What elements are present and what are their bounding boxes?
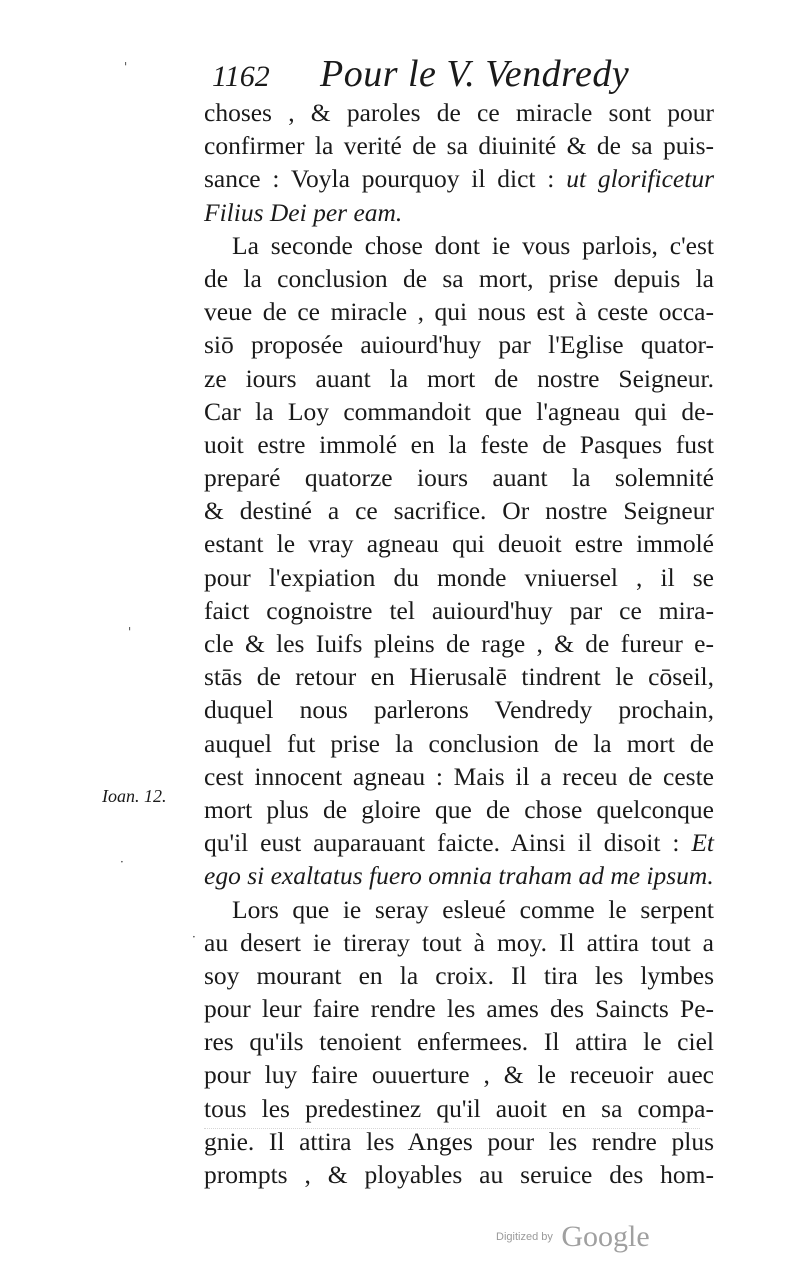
text-line: gnie. Il attira les Anges pour les rendre plus bbox=[204, 1126, 714, 1156]
ink-speck: · bbox=[120, 855, 124, 869]
body-text bbox=[204, 96, 714, 1191]
ink-speck: ' bbox=[128, 625, 132, 639]
text-line: mort plus de gloire que de chose quelconque bbox=[204, 794, 714, 824]
watermark-prefix: Digitized by bbox=[496, 1231, 553, 1243]
text-line: tous les predestinez qu'il auoit en sa compa- bbox=[204, 1093, 714, 1123]
text-line: faict cognoistre tel auiourd'huy par ce mira- bbox=[204, 595, 714, 625]
google-watermark bbox=[496, 1220, 650, 1254]
text-line: Car la Loy commandoit que l'agneau qui de- bbox=[204, 396, 714, 426]
text-line: La seconde chose dont ie vous parlois, c'est bbox=[232, 230, 714, 260]
running-title: Pour le V. Vendredy bbox=[320, 53, 630, 95]
margin-note: Ioan. 12. bbox=[102, 786, 167, 806]
text-line: choses , & paroles de ce miracle sont pour bbox=[204, 98, 714, 127]
text-line: pour l'expiation du monde vniuersel , il se bbox=[204, 562, 714, 592]
text-line: qu'il eust auparauant faicte. Ainsi il disoit : Et bbox=[204, 828, 714, 858]
text-line: ze iours auant la mort de nostre Seigneur. bbox=[204, 363, 714, 393]
google-logo: Google bbox=[561, 1220, 650, 1253]
text-line: pour luy faire ouuerture , & le receuoir auec bbox=[204, 1060, 714, 1090]
text-line: ego si exaltatus fuero omnia traham ad me ipsum. bbox=[204, 861, 714, 891]
text-line: confirmer la verité de sa diuinité & de sa puis- bbox=[204, 131, 714, 161]
text-line: cest innocent agneau : Mais il a receu de ceste bbox=[204, 761, 714, 791]
text-line: Lors que ie seray esleué comme le serpent bbox=[232, 894, 714, 924]
text-line: & destiné a ce sacrifice. Or nostre Seigneur bbox=[204, 496, 714, 526]
text-line: estant le vray agneau qui deuoit estre immolé bbox=[204, 529, 714, 559]
text-line: de la conclusion de sa mort, prise depuis la bbox=[204, 263, 714, 293]
text-line: res qu'ils tenoient enfermees. Il attira le ciel bbox=[204, 1027, 714, 1057]
text-line: soy mourant en la croix. Il tira les lymbes bbox=[204, 960, 714, 990]
text-line: cle & les Iuifs pleins de rage , & de fureur e- bbox=[204, 629, 714, 658]
text-line: sance : Voyla pourquoy il dict : ut glorificetur bbox=[204, 164, 714, 194]
page-number: 1162 bbox=[212, 60, 270, 93]
show-through-line bbox=[204, 1128, 700, 1137]
ink-speck: ' bbox=[124, 60, 128, 74]
ink-speck: · bbox=[192, 930, 196, 944]
text-line: siō proposée auiourd'huy par l'Eglise quator- bbox=[204, 330, 714, 360]
text-line: uoit estre immolé en la feste de Pasques fust bbox=[204, 429, 714, 459]
text-line: prompts , & ployables au seruice des hom- bbox=[204, 1160, 714, 1189]
text-line: preparé quatorze iours auant la solemnité bbox=[204, 463, 714, 493]
text-line: auquel fut prise la conclusion de la mort de bbox=[204, 728, 714, 758]
text-line: pour leur faire rendre les ames des Saincts Pe- bbox=[204, 994, 714, 1024]
page-header bbox=[212, 52, 702, 102]
text-line: stās de retour en Hierusalē tindrent le cōseil, bbox=[204, 662, 714, 692]
text-line: veue de ce miracle , qui nous est à ceste occa- bbox=[204, 297, 714, 327]
text-line: au desert ie tireray tout à moy. Il attira tout a bbox=[204, 927, 714, 957]
text-line: Filius Dei per eam. bbox=[204, 197, 403, 227]
text-line: duquel nous parlerons Vendredy prochain, bbox=[204, 695, 714, 725]
